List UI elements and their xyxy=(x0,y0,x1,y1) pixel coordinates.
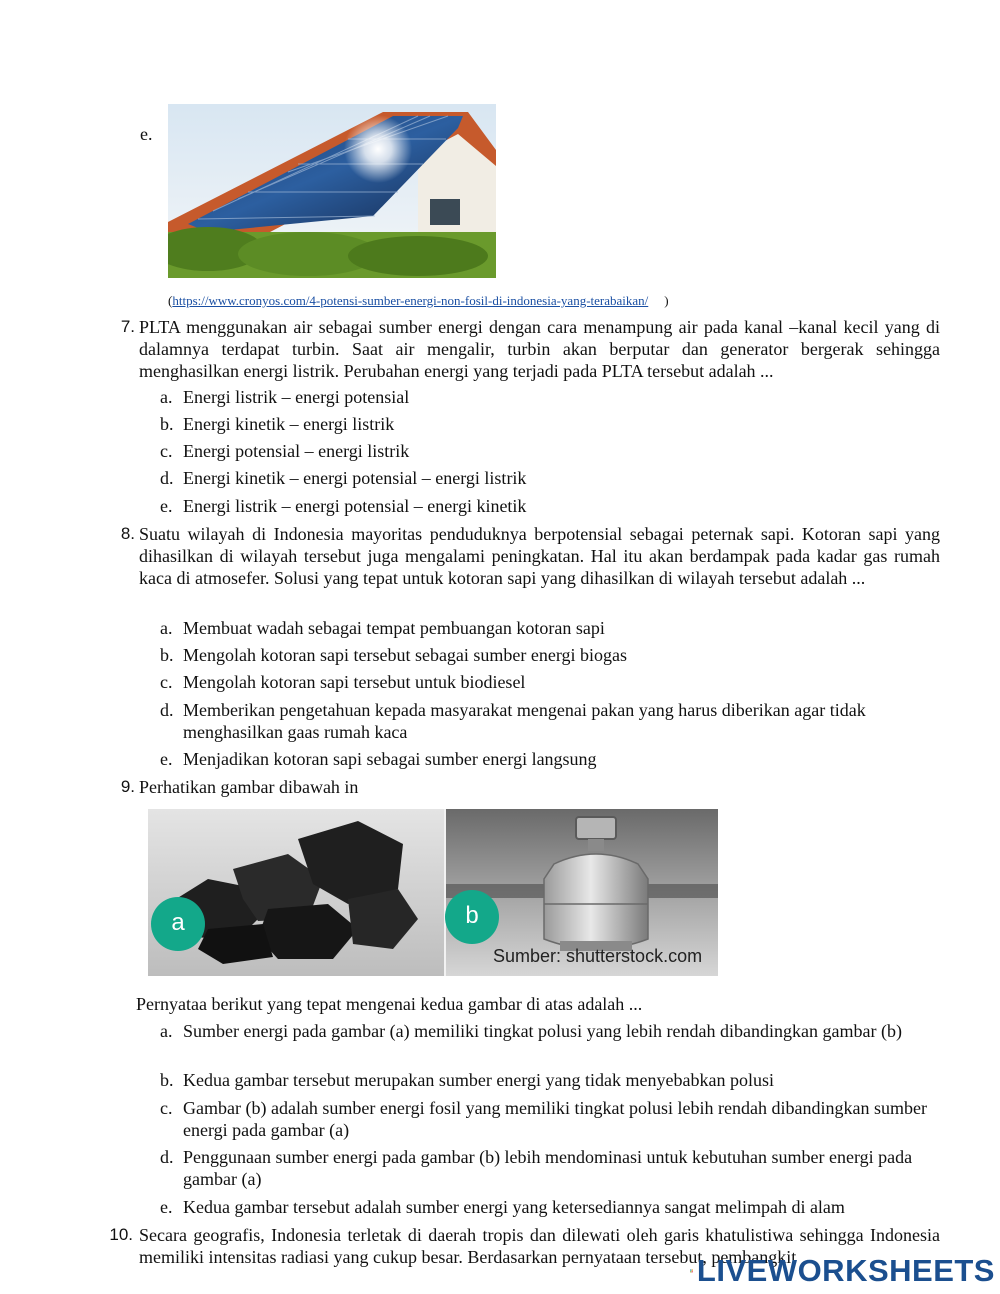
mark-letter: V xyxy=(690,1272,692,1274)
option-text: Kedua gambar tersebut adalah sumber energi yang ketersediannya sangat melimpah di alam xyxy=(183,1197,845,1217)
liveworksheets-mark-icon xyxy=(690,1258,693,1284)
option-text: Sumber energi pada gambar (a) memiliki tingkat polusi yang lebih rendah dibandingkan gambar (b) xyxy=(183,1021,902,1041)
option-letter: e. xyxy=(160,496,173,516)
option-text: Mengolah kotoran sapi tersebut sebagai sumber energi biogas xyxy=(183,645,628,665)
question-7-number: 7. xyxy=(120,317,135,336)
option-letter: e. xyxy=(160,1197,173,1217)
question-7-text: PLTA menggunakan air sebagai sumber energi dengan cara menampung air pada kanal –kanal kecil yang di dalamnya terdapat turbin. Saat air mengalir, turbin akan berputar dan generator bergerak sehingga menghasilkan energi listrik. Perubahan energi yang terjadi pada PLTA tersebut adalah ... xyxy=(139,317,940,381)
option-text: Energi potensial – energi listrik xyxy=(183,441,410,461)
option-text: Energi kinetik – energi listrik xyxy=(183,414,395,434)
question-9-statement: Pernyataa berikut yang tepat mengenai kedua gambar di atas adalah ... xyxy=(136,994,643,1014)
option-text: Memberikan pengetahuan kepada masyarakat mengenai pakan yang harus diberikan agar tidak menghasilkan gaas rumah kaca xyxy=(183,700,866,742)
solar-panel-photo xyxy=(168,104,496,278)
option-letter: a. xyxy=(160,1021,173,1041)
question-8-number: 8. xyxy=(120,524,135,543)
liveworksheets-wordmark: LIVEWORKSHEETS xyxy=(696,1253,995,1288)
option-letter: b. xyxy=(160,414,174,434)
source-close-paren: ) xyxy=(664,293,669,308)
question-9-text: Perhatikan gambar dibawah in xyxy=(139,777,359,797)
option-text: Mengolah kotoran sapi tersebut untuk biodiesel xyxy=(183,672,526,692)
option-letter: a. xyxy=(160,387,173,407)
mark-letter: E xyxy=(691,1272,693,1274)
option-letter: a. xyxy=(160,618,173,638)
question-10-text: Secara geografis, Indonesia terletak di daerah tropis dan dilewati oleh garis khatulistiwa sehingga Indonesia memiliki intensitas radiasi yang cukup besar. Berdasarkan pernyataan tersebut, pembangkit xyxy=(139,1225,940,1267)
option-text: Menjadikan kotoran sapi sebagai sumber energi langsung xyxy=(183,749,597,769)
option-letter: d. xyxy=(160,700,174,720)
question-9-number: 9. xyxy=(120,777,135,796)
liveworksheets-logo xyxy=(690,1252,995,1290)
option-text: Penggunaan sumber energi pada gambar (b) lebih mendominasi untuk kebutuhan sumber energi pada gambar (a) xyxy=(183,1147,913,1189)
option-letter: c. xyxy=(160,1098,173,1118)
item-e-label: e. xyxy=(140,124,153,144)
option-text: Membuat wadah sebagai tempat pembuangan kotoran sapi xyxy=(183,618,605,638)
option-letter: e. xyxy=(160,749,173,769)
image-source-link[interactable]: https://www.cronyos.com/4-potensi-sumber-energi-non-fosil-di-indonesia-yang-terabaikan/ xyxy=(172,293,649,308)
option-text: Energi listrik – energi potensial xyxy=(183,387,410,407)
image-source-line xyxy=(168,290,669,312)
mark-letter: L xyxy=(690,1270,691,1272)
question-10-number: 10. xyxy=(109,1225,133,1244)
option-text: Kedua gambar tersebut merupakan sumber energi yang tidak menyebabkan polusi xyxy=(183,1070,774,1090)
option-letter: c. xyxy=(160,672,173,692)
option-text: Energi kinetik – energi potensial – energi listrik xyxy=(183,468,527,488)
option-letter: d. xyxy=(160,1147,174,1167)
source-open-paren: ( xyxy=(168,293,173,308)
mark-letter: I xyxy=(692,1270,693,1272)
label-b-text: b xyxy=(465,902,479,929)
option-text: Gambar (b) adalah sumber energi fosil yang memiliki tingkat polusi lebih rendah dibandingkan sumber energi pada gambar (a) xyxy=(183,1098,927,1140)
option-letter: d. xyxy=(160,468,174,488)
question-8-text: Suatu wilayah di Indonesia mayoritas penduduknya berpotensial sebagai peternak sapi. Kotoran sapi yang dihasilkan di wilayah tersebut juga mengalami peningkatan. Hal itu akan berdampak pada kadar gas rumah kaca di atmosefer. Solusi yang tepat untuk kotoran sapi yang dihasilkan di wilayah tersebut adalah ... xyxy=(139,524,940,588)
photo-source-caption: Sumber: shutterstock.com xyxy=(493,946,703,966)
option-letter: c. xyxy=(160,441,173,461)
coal-and-gas-photo xyxy=(148,809,718,976)
option-letter: b. xyxy=(160,645,174,665)
option-text: Energi listrik – energi potensial – energi kinetik xyxy=(183,496,527,516)
solar-panel-illustration xyxy=(168,104,496,278)
label-a-text: a xyxy=(171,909,185,936)
option-letter: b. xyxy=(160,1070,174,1090)
